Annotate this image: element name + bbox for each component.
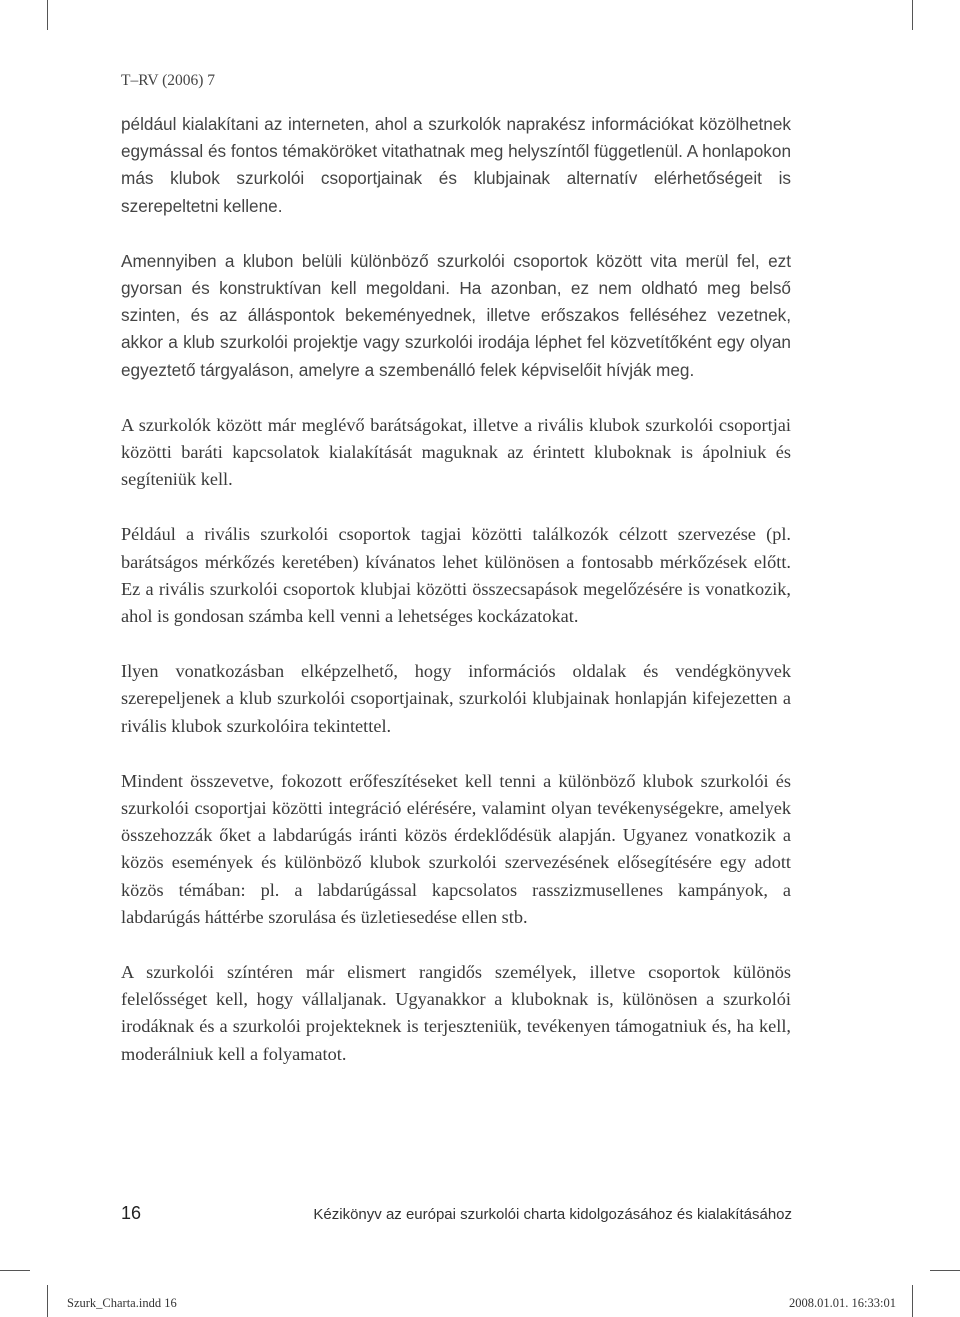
body-text <box>121 111 791 1096</box>
crop-mark-right-bottom <box>930 1270 960 1271</box>
slug-timestamp: 2008.01.01. 16:33:01 <box>789 1296 896 1310</box>
footer-title: Kézikönyv az európai szurkolói charta kidolgozásához és kialakításához <box>313 1206 792 1223</box>
paragraph: például kialakítani az interneten, ahol a szurkolók naprakész információkat közölhetnek egymással és fontos témaköröket vitathatnak meg helyszíntől függetlenül. A honlapokon más klubok szurkolói csoportjainak és klubjainak alternatív elérhetőségeit is szerepeltetni kellene. <box>121 114 791 216</box>
crop-mark-top-left <box>47 0 48 30</box>
paragraph: Ilyen vonatkozásban elképzelhető, hogy információs oldalak és vendégkönyvek szerepeljenek a klub szurkolói csoportjainak, szurkolói klubjainak honlapján kifejezetten a rivális klubok szurkolóira tekintettel. <box>121 661 791 736</box>
paragraph: Mindent összevetve, fokozott erőfeszítéseket kell tenni a különböző klubok szurkolói és szurkolói csoportjai közötti integráció elérésére, valamint olyan tevékenységekre, amelyek összehozzák őket a labdarúgás iránti közös érdeklődésük alapján. Ugyanez vonatkozik a közös események és különböző klubok szurkolói szervezésének elősegítésére egy adott közös témában: pl. a labdarúgással kapcsolatos rasszizmusellenes kampányok, a labdarúgás háttérbe szorulása és üzletiesedése ellen stb. <box>121 770 791 927</box>
running-header: T–RV (2006) 7 <box>121 72 216 89</box>
paragraph: Például a rivális szurkolói csoportok tagjai közötti találkozók célzott szervezése (pl. barátságos mérkőzés keretében) kívánatos lehet különösen a fontosabb mérkőzések előtt. Ez a rivális szurkolói csoportok klubjai közötti összecsapások megelőzésére is vonatkozik, ahol is gondosan számba kell venni a lehetséges kockázatokat. <box>121 524 791 627</box>
crop-mark-top-right <box>912 0 913 30</box>
page-number: 16 <box>121 1203 142 1223</box>
paragraph: A szurkolók között már meglévő barátságokat, illetve a rivális klubok szurkolói csoportjai közötti baráti kapcsolatok kialakítását maguknak az érintett kluboknak is ápolniuk és segíteniük kell. <box>121 414 791 490</box>
slug-filename: Szurk_Charta.indd 16 <box>67 1296 177 1310</box>
crop-mark-bottom-right <box>912 1285 913 1317</box>
crop-mark-bottom-left <box>47 1285 48 1317</box>
paragraph: Amennyiben a klubon belüli különböző szurkolói csoportok között vita merül fel, ezt gyorsan és konstruktívan kell megoldani. Ha azonban, ez nem oldható meg belső szinten, és az álláspontok bekeményednek, illetve erőszakos felléséhez vezetnek, akkor a klub szurkolói projektje vagy szurkolói irodája léphet fel közvetítőként egy olyan egyeztető tárgyaláson, amelyre a szembenálló felek képviselőit hívják meg. <box>121 250 791 380</box>
crop-mark-left-bottom <box>0 1270 30 1271</box>
paragraph: A szurkolói színtéren már elismert rangidős személyek, illetve csoportok különös felelősséget kell, hogy vállaljanak. Ugyanakkor a kluboknak is, különösen a szurkolói irodáknak és a szurkolói projekteknek is terjeszteniük, tevékenyen támogatniuk és, ha kell, moderálniuk kell a folyamatot. <box>121 962 791 1064</box>
